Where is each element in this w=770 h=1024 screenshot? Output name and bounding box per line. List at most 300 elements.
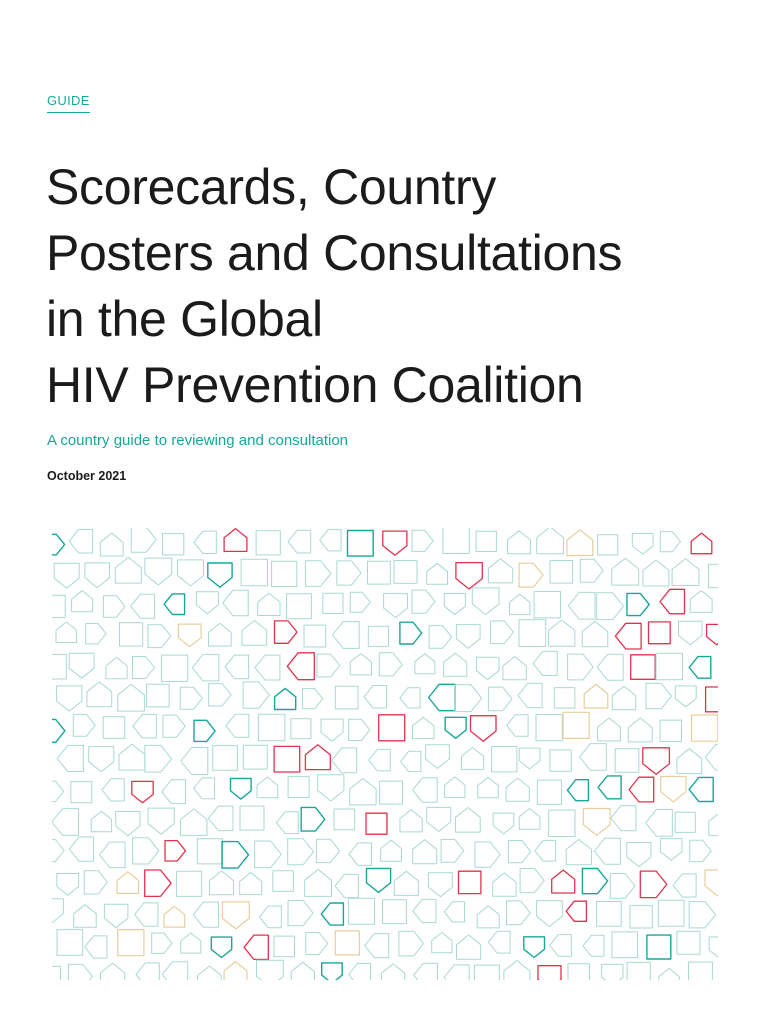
house-outline-icon — [444, 653, 467, 676]
house-outline-icon — [643, 560, 669, 586]
house-outline-icon — [598, 535, 618, 555]
house-outline-icon — [301, 807, 325, 831]
title-line-1: Scorecards, Country — [46, 159, 497, 215]
house-outline-icon — [610, 874, 635, 899]
house-outline-icon — [255, 841, 282, 868]
house-outline-icon — [524, 937, 545, 958]
house-outline-icon — [400, 810, 422, 832]
house-outline-icon — [379, 715, 405, 741]
house-outline-icon — [399, 931, 424, 956]
house-outline-icon — [135, 903, 158, 926]
house-outline-icon — [275, 621, 298, 643]
house-outline-icon — [640, 871, 667, 898]
house-outline-icon — [365, 934, 389, 958]
house-outline-icon — [52, 781, 64, 802]
house-outline-icon — [394, 871, 418, 895]
house-outline-icon — [118, 684, 145, 711]
house-outline-icon — [87, 682, 112, 707]
house-outline-icon — [380, 781, 403, 804]
house-outline-icon — [332, 748, 357, 773]
house-outline-icon — [367, 868, 391, 892]
house-outline-icon — [413, 899, 436, 922]
house-outline-icon — [427, 807, 451, 831]
house-outline-icon — [318, 775, 344, 801]
house-outline-icon — [444, 902, 464, 922]
house-outline-icon — [115, 557, 141, 583]
house-outline-icon — [213, 746, 238, 771]
house-outline-icon — [691, 533, 712, 554]
house-outline-icon — [660, 589, 684, 614]
house-outline-icon — [504, 961, 530, 981]
house-outline-icon — [161, 655, 187, 681]
house-outline-icon — [582, 621, 608, 647]
house-outline-icon — [163, 715, 185, 737]
house-outline-icon — [566, 901, 586, 921]
house-outline-icon — [459, 871, 481, 893]
house-outline-icon — [597, 654, 623, 680]
house-outline-icon — [177, 871, 202, 896]
house-outline-icon — [288, 901, 313, 926]
house-outline-icon — [69, 837, 93, 861]
house-outline-icon — [709, 812, 718, 836]
house-outline-icon — [432, 933, 452, 953]
house-outline-icon — [381, 964, 404, 980]
house-outline-icon — [320, 530, 341, 551]
house-outline-icon — [148, 808, 174, 834]
house-outline-icon — [52, 966, 61, 980]
house-outline-icon — [444, 594, 465, 615]
house-outline-icon — [552, 870, 575, 893]
house-outline-icon — [428, 873, 452, 897]
house-outline-icon — [412, 530, 433, 551]
house-outline-icon — [677, 931, 700, 954]
house-outline-icon — [445, 777, 465, 798]
document-subtitle: A country guide to reviewing and consultation — [47, 432, 349, 449]
house-outline-icon — [488, 559, 512, 583]
house-outline-icon — [381, 840, 402, 861]
house-outline-icon — [456, 808, 481, 833]
house-outline-icon — [456, 563, 482, 589]
house-outline-icon — [240, 806, 264, 830]
house-outline-icon — [413, 840, 437, 864]
house-outline-icon — [597, 902, 622, 927]
house-outline-icon — [291, 962, 314, 980]
house-outline-icon — [287, 594, 312, 619]
house-outline-icon — [582, 869, 607, 894]
house-outline-icon — [209, 684, 231, 706]
house-outline-icon — [492, 747, 517, 772]
house-outline-icon — [102, 779, 124, 801]
house-outline-icon — [84, 871, 107, 894]
house-outline-icon — [242, 621, 267, 646]
house-outline-icon — [413, 778, 438, 803]
house-outline-icon — [225, 655, 249, 679]
house-outline-icon — [550, 935, 572, 957]
house-outline-icon — [533, 651, 557, 675]
house-outline-icon — [493, 813, 514, 834]
house-outline-icon — [337, 561, 361, 585]
house-outline-icon — [429, 626, 452, 649]
house-outline-icon — [303, 689, 323, 709]
house-outline-icon — [594, 838, 620, 864]
house-outline-icon — [335, 874, 358, 897]
house-outline-icon — [689, 902, 715, 928]
house-outline-icon — [194, 720, 215, 741]
house-outline-icon — [491, 621, 514, 644]
house-outline-icon — [567, 780, 588, 801]
house-outline-icon — [510, 594, 530, 614]
house-outline-icon — [349, 964, 371, 981]
house-outline-icon — [461, 747, 483, 769]
house-pattern-graphic — [52, 528, 718, 980]
house-outline-icon — [612, 932, 638, 958]
house-outline-icon — [162, 962, 187, 980]
house-outline-icon — [611, 806, 636, 831]
house-outline-icon — [164, 906, 185, 927]
house-outline-icon — [472, 588, 499, 615]
house-outline-icon — [85, 563, 110, 588]
house-outline-icon — [52, 840, 64, 862]
house-outline-icon — [274, 746, 300, 772]
house-outline-icon — [627, 962, 650, 980]
house-outline-icon — [583, 935, 604, 956]
house-outline-icon — [549, 620, 575, 646]
house-outline-icon — [334, 809, 355, 830]
house-outline-icon — [117, 872, 139, 894]
house-outline-icon — [429, 684, 455, 710]
document-type-label: GUIDE — [47, 93, 90, 113]
house-outline-icon — [690, 591, 712, 613]
house-outline-icon — [350, 779, 376, 805]
house-outline-icon — [537, 528, 564, 554]
house-outline-icon — [291, 719, 311, 739]
house-outline-icon — [507, 715, 528, 737]
house-outline-icon — [106, 657, 127, 678]
house-outline-icon — [706, 687, 718, 712]
house-outline-icon — [518, 683, 542, 707]
house-outline-icon — [272, 561, 297, 586]
house-outline-icon — [306, 933, 328, 955]
house-outline-icon — [537, 901, 563, 927]
house-outline-icon — [258, 593, 280, 615]
house-outline-icon — [323, 593, 343, 613]
house-outline-icon — [661, 777, 686, 802]
publication-date: October 2021 — [47, 469, 127, 483]
house-outline-icon — [554, 688, 575, 709]
house-outline-icon — [71, 782, 92, 803]
house-outline-icon — [194, 778, 215, 799]
house-outline-icon — [119, 744, 145, 770]
house-outline-icon — [74, 905, 97, 928]
house-outline-icon — [222, 902, 249, 929]
house-outline-icon — [675, 686, 696, 707]
house-outline-icon — [223, 590, 249, 616]
house-outline-icon — [441, 839, 464, 862]
house-outline-icon — [224, 529, 247, 552]
house-outline-icon — [659, 968, 680, 980]
house-outline-icon — [56, 622, 77, 643]
house-outline-icon — [52, 899, 63, 924]
house-outline-icon — [629, 777, 654, 802]
house-outline-icon — [475, 842, 500, 867]
house-outline-icon — [689, 962, 713, 980]
house-outline-icon — [471, 716, 497, 742]
house-outline-icon — [120, 623, 143, 646]
decorative-house-pattern — [52, 528, 718, 980]
house-outline-icon — [368, 561, 391, 584]
house-outline-icon — [348, 531, 374, 557]
house-outline-icon — [349, 719, 370, 740]
house-outline-icon — [72, 591, 93, 612]
house-outline-icon — [673, 874, 696, 897]
house-outline-icon — [536, 715, 562, 741]
house-outline-icon — [145, 745, 172, 772]
house-outline-icon — [181, 809, 207, 836]
house-outline-icon — [643, 748, 670, 775]
house-outline-icon — [210, 871, 234, 895]
house-outline-icon — [86, 624, 106, 644]
house-outline-icon — [535, 840, 556, 861]
house-outline-icon — [415, 654, 435, 674]
house-outline-icon — [705, 744, 718, 770]
house-outline-icon — [57, 745, 83, 771]
house-outline-icon — [287, 653, 314, 680]
house-outline-icon — [538, 966, 561, 980]
house-outline-icon — [196, 592, 218, 614]
house-outline-icon — [568, 592, 595, 619]
house-outline-icon — [549, 810, 575, 836]
house-outline-icon — [322, 963, 343, 980]
house-outline-icon — [456, 625, 480, 649]
house-outline-icon — [660, 720, 681, 741]
house-outline-icon — [211, 937, 231, 957]
house-outline-icon — [612, 686, 635, 709]
house-outline-icon — [209, 806, 234, 831]
house-outline-icon — [288, 777, 309, 798]
house-outline-icon — [568, 654, 594, 680]
house-outline-icon — [257, 777, 278, 798]
house-outline-icon — [73, 714, 95, 736]
house-outline-icon — [580, 559, 603, 582]
house-outline-icon — [692, 715, 718, 741]
house-outline-icon — [598, 776, 621, 799]
house-outline-icon — [89, 747, 114, 772]
house-outline-icon — [455, 685, 482, 712]
house-outline-icon — [275, 688, 296, 709]
house-outline-icon — [615, 623, 641, 649]
house-outline-icon — [506, 778, 529, 801]
house-outline-icon — [152, 933, 172, 953]
house-outline-icon — [584, 684, 608, 708]
house-outline-icon — [493, 873, 516, 896]
house-outline-icon — [414, 963, 438, 980]
house-outline-icon — [257, 960, 284, 980]
house-outline-icon — [658, 900, 684, 926]
house-outline-icon — [116, 812, 140, 836]
house-outline-icon — [260, 906, 282, 928]
house-outline-icon — [243, 682, 269, 708]
house-outline-icon — [627, 843, 651, 867]
house-outline-icon — [519, 620, 546, 647]
house-outline-icon — [274, 936, 295, 957]
house-outline-icon — [101, 963, 125, 980]
house-outline-icon — [192, 654, 219, 681]
house-outline-icon — [709, 937, 718, 959]
house-outline-icon — [627, 593, 649, 615]
house-outline-icon — [400, 622, 422, 644]
house-outline-icon — [104, 904, 128, 928]
house-outline-icon — [488, 931, 510, 953]
house-outline-icon — [57, 930, 83, 956]
house-outline-icon — [136, 963, 159, 980]
house-outline-icon — [401, 751, 421, 771]
house-outline-icon — [689, 777, 713, 801]
house-outline-icon — [537, 780, 561, 804]
house-outline-icon — [131, 594, 155, 618]
house-outline-icon — [305, 561, 331, 586]
house-outline-icon — [198, 966, 222, 980]
house-outline-icon — [258, 714, 285, 741]
house-outline-icon — [628, 718, 652, 742]
house-outline-icon — [147, 684, 170, 707]
house-outline-icon — [133, 657, 155, 679]
house-outline-icon — [412, 590, 435, 613]
house-outline-icon — [118, 930, 144, 956]
house-outline-icon — [507, 901, 531, 925]
house-outline-icon — [508, 531, 531, 554]
house-outline-icon — [364, 686, 387, 709]
house-outline-icon — [672, 559, 699, 586]
house-outline-icon — [304, 625, 326, 647]
house-outline-icon — [660, 839, 682, 861]
house-outline-icon — [646, 683, 672, 708]
document-title — [46, 154, 746, 418]
house-outline-icon — [598, 718, 621, 741]
house-outline-icon — [333, 622, 360, 649]
house-outline-icon — [335, 686, 358, 709]
house-outline-icon — [288, 530, 311, 553]
house-outline-icon — [222, 842, 249, 869]
house-outline-icon — [52, 809, 79, 836]
house-outline-icon — [612, 558, 639, 585]
house-outline-icon — [163, 534, 184, 555]
house-outline-icon — [630, 906, 652, 928]
house-outline-icon — [133, 714, 157, 738]
house-outline-icon — [321, 719, 343, 741]
title-line-2: Posters and Consultations — [46, 225, 623, 281]
house-outline-icon — [476, 531, 496, 551]
house-outline-icon — [305, 745, 330, 770]
house-outline-icon — [383, 531, 407, 555]
house-outline-icon — [350, 654, 371, 675]
house-outline-icon — [52, 534, 65, 555]
house-outline-icon — [68, 964, 92, 980]
house-outline-icon — [488, 687, 512, 711]
house-outline-icon — [240, 873, 262, 895]
house-outline-icon — [477, 906, 499, 928]
house-outline-icon — [478, 777, 498, 797]
house-outline-icon — [647, 935, 671, 959]
house-outline-icon — [305, 870, 332, 897]
house-outline-icon — [384, 594, 408, 618]
house-outline-icon — [349, 898, 375, 924]
house-outline-icon — [631, 655, 656, 680]
house-outline-icon — [503, 657, 526, 680]
house-outline-icon — [350, 592, 370, 612]
house-outline-icon — [180, 687, 202, 709]
house-outline-icon — [178, 624, 201, 647]
house-outline-icon — [288, 839, 314, 865]
house-outline-icon — [677, 749, 702, 774]
house-outline-icon — [193, 902, 218, 927]
house-outline-icon — [164, 594, 185, 615]
house-outline-icon — [445, 717, 466, 738]
house-outline-icon — [148, 625, 171, 648]
house-outline-icon — [660, 532, 680, 552]
house-outline-icon — [131, 528, 156, 552]
house-outline-icon — [273, 871, 294, 892]
house-outline-icon — [427, 563, 448, 584]
house-outline-icon — [689, 657, 711, 679]
house-outline-icon — [690, 840, 711, 862]
house-outline-icon — [103, 717, 125, 739]
house-outline-icon — [656, 653, 683, 680]
house-outline-icon — [54, 563, 79, 588]
house-outline-icon — [181, 748, 208, 775]
house-outline-icon — [519, 563, 543, 587]
house-outline-icon — [178, 560, 204, 586]
house-outline-icon — [457, 935, 481, 959]
house-outline-icon — [321, 903, 343, 925]
house-outline-icon — [224, 962, 247, 980]
house-outline-icon — [383, 900, 407, 924]
house-outline-icon — [52, 719, 65, 742]
house-outline-icon — [705, 870, 718, 896]
house-outline-icon — [349, 843, 372, 866]
house-outline-icon — [444, 965, 469, 980]
house-outline-icon — [145, 558, 172, 585]
house-outline-icon — [709, 564, 718, 587]
house-outline-icon — [366, 813, 387, 834]
house-outline-icon — [243, 745, 267, 769]
house-outline-icon — [69, 653, 94, 678]
house-outline-icon — [426, 745, 450, 769]
house-outline-icon — [244, 935, 268, 959]
house-outline-icon — [400, 688, 420, 708]
house-outline-icon — [85, 936, 107, 958]
house-outline-icon — [231, 778, 252, 799]
house-outline-icon — [194, 531, 216, 553]
house-outline-icon — [241, 559, 267, 586]
house-outline-icon — [566, 839, 591, 864]
house-outline-icon — [580, 744, 607, 771]
house-outline-icon — [649, 622, 671, 644]
house-outline-icon — [103, 596, 125, 618]
house-outline-icon — [379, 653, 402, 676]
house-outline-icon — [208, 563, 232, 587]
house-outline-icon — [413, 717, 434, 738]
house-outline-icon — [276, 812, 298, 834]
house-outline-icon — [474, 965, 499, 980]
house-outline-icon — [679, 621, 703, 645]
house-outline-icon — [550, 561, 573, 584]
house-outline-icon — [567, 530, 593, 556]
house-outline-icon — [132, 781, 153, 802]
house-outline-icon — [100, 842, 126, 868]
house-outline-icon — [583, 809, 610, 836]
house-outline-icon — [368, 626, 388, 646]
house-outline-icon — [615, 749, 639, 773]
